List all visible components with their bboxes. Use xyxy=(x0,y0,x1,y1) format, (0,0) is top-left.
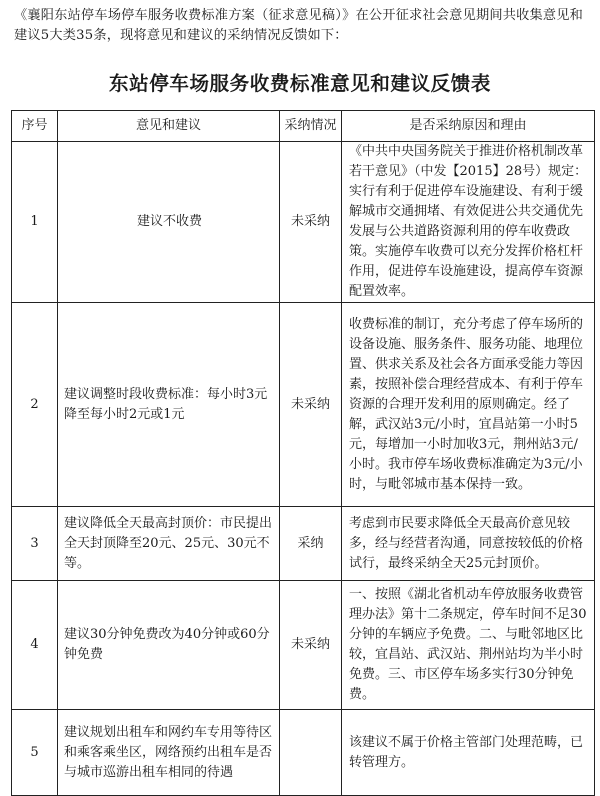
row-reason: 一、按照《湖北省机动车停放服务收费管理办法》第十二条规定，停车时间不足30分钟的车辆应予免费。二、与毗邻地区比较，宜昌站、武汉站、荆州站均为半小时免费。三、市区停车场多实行30分钟免费。 xyxy=(342,581,595,710)
row-adopted: 未采纳 xyxy=(280,142,342,303)
row-reason: 收费标准的制订，充分考虑了停车场所的设备设施、服务条件、服务功能、地理位置、供求关系及社会各方面承受能力等因素，按照补偿合理经营成本、有利于停车资源的合理开发利用的原则确定。经了解，武汉站3元/小时，宜昌站第一小时5元，每增加一小时加收3元，荆州站3元/小时。我市停车场收费标准确定为3元/小时，与毗邻城市基本保持一致。 xyxy=(342,303,595,507)
row-suggestion: 建议调整时段收费标准：每小时3元降至每小时2元或1元 xyxy=(58,303,280,507)
table-row xyxy=(12,581,595,710)
header-reason: 是否采纳原因和理由 xyxy=(342,111,595,142)
row-number: 4 xyxy=(12,581,58,710)
feedback-table xyxy=(11,110,595,796)
table-row xyxy=(12,303,595,507)
row-reason: 该建议不属于价格主管部门处理范畴，已转管理方。 xyxy=(342,710,595,796)
row-suggestion: 建议30分钟免费改为40分钟或60分钟免费 xyxy=(58,581,280,710)
table-title: 东站停车场服务收费标准意见和建议反馈表 xyxy=(109,72,491,95)
row-adopted: 未采纳 xyxy=(280,581,342,710)
table-header-row xyxy=(12,111,595,142)
row-number: 2 xyxy=(12,303,58,507)
row-suggestion: 建议不收费 xyxy=(58,142,280,303)
row-adopted: 采纳 xyxy=(280,507,342,581)
table-row xyxy=(12,507,595,581)
header-no: 序号 xyxy=(12,111,58,142)
row-suggestion: 建议规划出租车和网约车专用等待区和乘客乘坐区，网络预约出租车是否与城市巡游出租车相同的待遇 xyxy=(58,710,280,796)
row-adopted: 未采纳 xyxy=(280,303,342,507)
header-adopted: 采纳情况 xyxy=(280,111,342,142)
row-number: 3 xyxy=(12,507,58,581)
table-row xyxy=(12,710,595,796)
row-reason: 《中共中央国务院关于推进价格机制改革若干意见》（中发【2015】28号）规定：实行有利于促进停车设施建设、有利于缓解城市交通拥堵、有效促进公共交通优先发展与公共道路资源利用的停车收费政策。实施停车收费可以充分发挥价格杠杆作用，促进停车设施建设，提高停车资源配置效率。 xyxy=(342,142,595,303)
row-number: 1 xyxy=(12,142,58,303)
row-reason: 考虑到市民要求降低全天最高价意见较多，经与经营者沟通，同意按较低的价格试行，最终采纳全天25元封顶价。 xyxy=(342,507,595,581)
header-suggestion: 意见和建议 xyxy=(58,111,280,142)
row-suggestion: 建议降低全天最高封顶价：市民提出全天封顶降至20元、25元、30元不等。 xyxy=(58,507,280,581)
table-row xyxy=(12,142,595,303)
row-adopted xyxy=(280,710,342,796)
row-number: 5 xyxy=(12,710,58,796)
intro-text: 《襄阳东站停车场停车服务收费标准方案（征求意见稿）》在公开征求社会意见期间共收集意见和建议5大类35条，现将意见和建议的采纳情况反馈如下： xyxy=(14,8,584,43)
